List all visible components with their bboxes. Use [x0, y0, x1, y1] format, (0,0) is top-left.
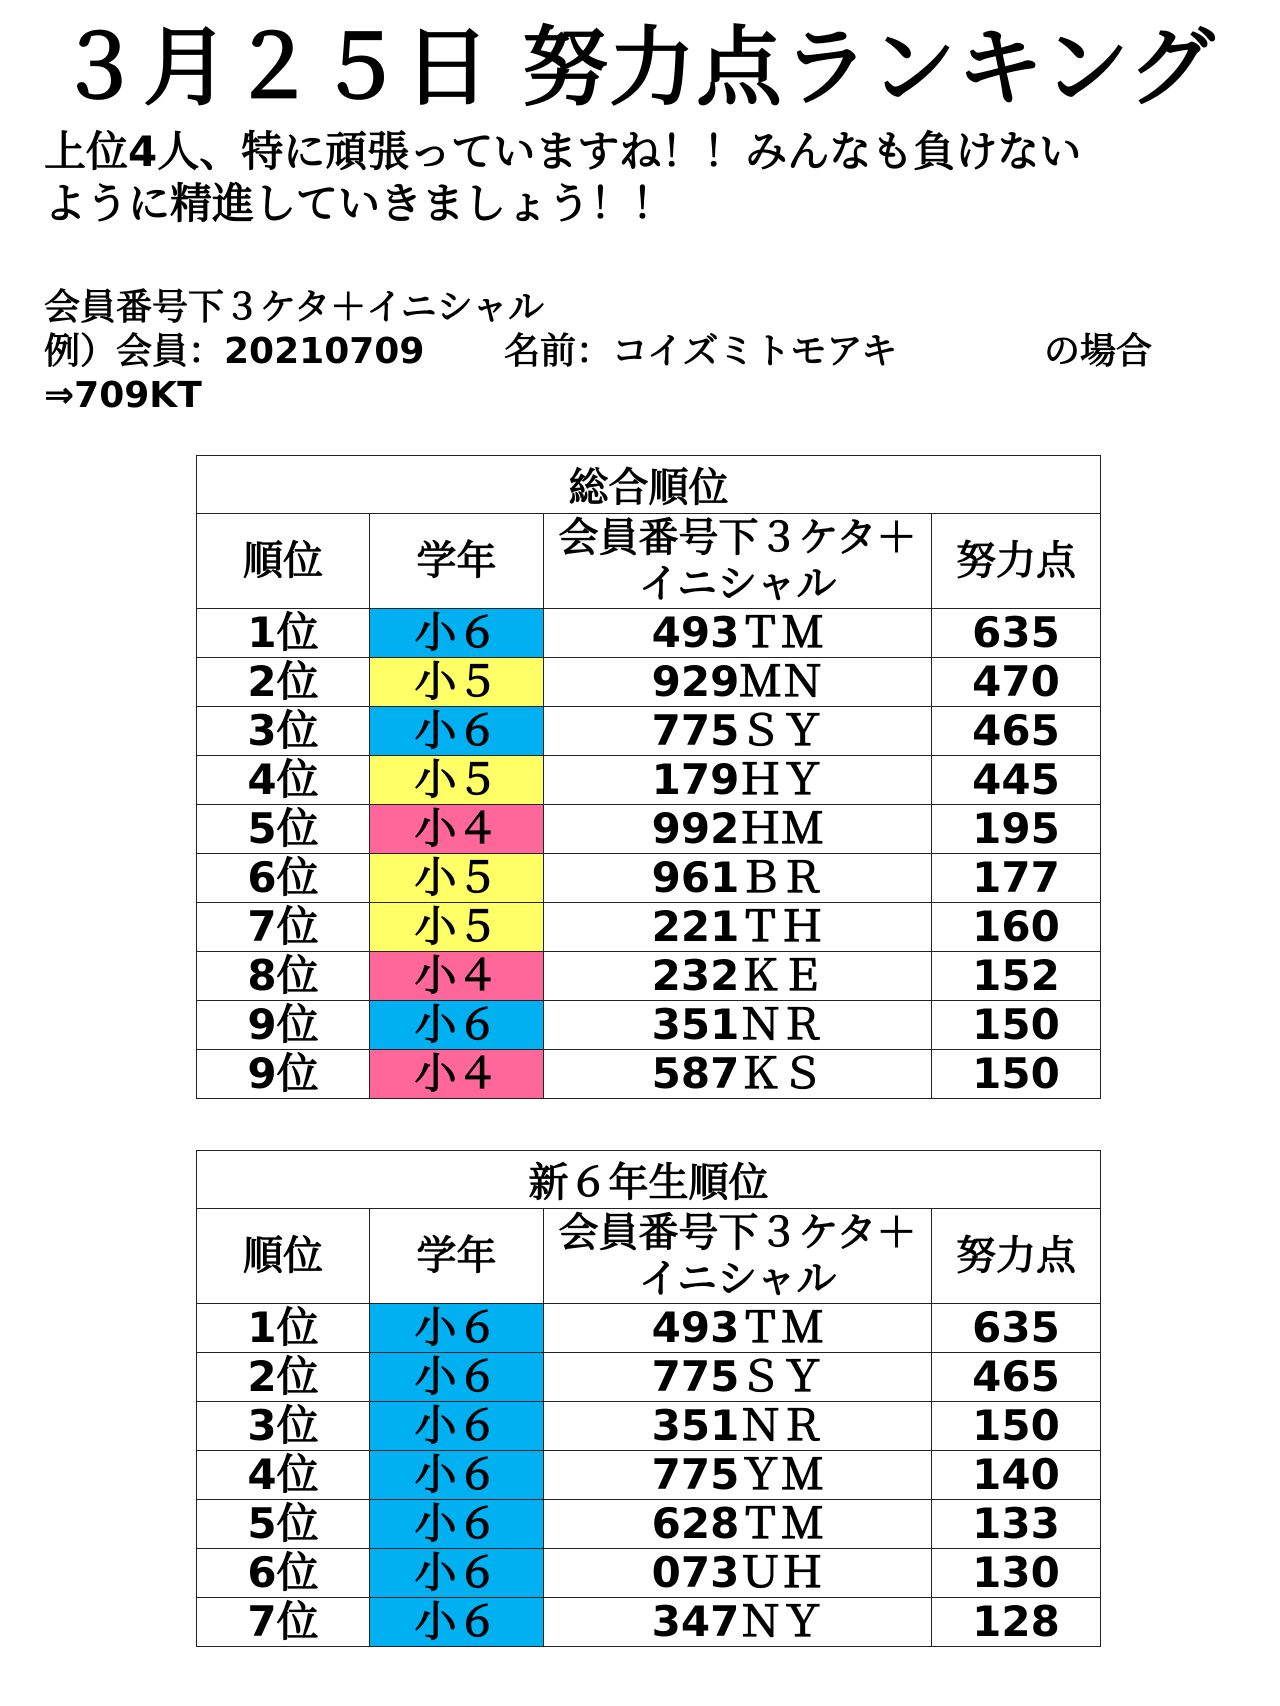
grade-cell: 小６ — [370, 1353, 544, 1402]
rank-cell: 1位 — [197, 1304, 370, 1353]
rank-cell: 5位 — [197, 805, 370, 854]
rank-cell: 3位 — [197, 1402, 370, 1451]
rank-cell: 7位 — [197, 903, 370, 952]
grade-cell: 小６ — [370, 1001, 544, 1050]
grade-cell: 小６ — [370, 1304, 544, 1353]
points-cell: 140 — [932, 1451, 1101, 1500]
page-title: ３月２５日 努力点ランキング — [56, 18, 1216, 118]
rank-cell: 4位 — [197, 1451, 370, 1500]
points-cell: 635 — [932, 1304, 1101, 1353]
table-row — [197, 1549, 1101, 1598]
member-id-cell: 587ＫＳ — [544, 1050, 932, 1099]
member-id-cell: 493ＴＭ — [544, 609, 932, 658]
points-cell: 150 — [932, 1050, 1101, 1099]
table-row — [197, 707, 1101, 756]
table-row — [197, 903, 1101, 952]
member-id-cell: 775ＳＹ — [544, 1353, 932, 1402]
example-member: 例）会員：20210709 — [44, 331, 425, 372]
message-line-2: ように精進していきましょう！！ — [44, 179, 675, 228]
points-cell: 160 — [932, 903, 1101, 952]
message-line-1: 上位4人、特に頑張っていますね！！みんなも負けない — [44, 127, 1082, 176]
table-row — [197, 1500, 1101, 1549]
member-id-cell: 351ＮＲ — [544, 1001, 932, 1050]
points-cell: 635 — [932, 609, 1101, 658]
column-header-points: 努力点 — [932, 514, 1101, 609]
grade-cell: 小５ — [370, 658, 544, 707]
note-example-line — [44, 330, 1244, 374]
table-row — [197, 1598, 1101, 1647]
table-caption: 総合順位 — [197, 456, 1101, 514]
column-header-grade: 学年 — [370, 514, 544, 609]
member-id-cell: 221ＴＨ — [544, 903, 932, 952]
points-cell: 152 — [932, 952, 1101, 1001]
overall-ranking-table — [196, 455, 1101, 1099]
grade-cell: 小６ — [370, 1500, 544, 1549]
points-cell: 128 — [932, 1598, 1101, 1647]
grade-cell: 小４ — [370, 805, 544, 854]
column-header-rank: 順位 — [197, 1209, 370, 1304]
rank-cell: 6位 — [197, 854, 370, 903]
rank-cell: 3位 — [197, 707, 370, 756]
points-cell: 195 — [932, 805, 1101, 854]
id-format-note — [44, 286, 1244, 418]
member-id-cell: 073ＵＨ — [544, 1549, 932, 1598]
note-example-result: ⇒709KT — [44, 375, 202, 416]
rank-cell: 6位 — [197, 1549, 370, 1598]
column-header-points: 努力点 — [932, 1209, 1101, 1304]
member-id-cell: 347ＮＹ — [544, 1598, 932, 1647]
member-id-cell: 775ＹＭ — [544, 1451, 932, 1500]
table-row — [197, 952, 1101, 1001]
member-id-cell: 179ＨＹ — [544, 756, 932, 805]
grade-cell: 小６ — [370, 1549, 544, 1598]
points-cell: 465 — [932, 707, 1101, 756]
points-cell: 133 — [932, 1500, 1101, 1549]
rank-cell: 7位 — [197, 1598, 370, 1647]
example-name: 名前：コイズミトモアキ — [504, 331, 898, 372]
table-row — [197, 1451, 1101, 1500]
grade-cell: 小５ — [370, 854, 544, 903]
member-id-cell: 961ＢＲ — [544, 854, 932, 903]
points-cell: 150 — [932, 1402, 1101, 1451]
table-row — [197, 658, 1101, 707]
points-cell: 177 — [932, 854, 1101, 903]
rank-cell: 2位 — [197, 1353, 370, 1402]
member-id-cell: 628ＴＭ — [544, 1500, 932, 1549]
encouragement-message — [44, 126, 1244, 230]
grade-cell: 小５ — [370, 756, 544, 805]
member-id-cell: 232ＫＥ — [544, 952, 932, 1001]
grade-cell: 小６ — [370, 1402, 544, 1451]
table-row — [197, 756, 1101, 805]
points-cell: 470 — [932, 658, 1101, 707]
grade-cell: 小５ — [370, 903, 544, 952]
points-cell: 130 — [932, 1549, 1101, 1598]
table-row — [197, 854, 1101, 903]
column-header-member-id: 会員番号下３ケタ＋イニシャル — [544, 1209, 932, 1304]
example-case: の場合 — [1044, 331, 1153, 372]
grade-cell: 小６ — [370, 707, 544, 756]
rank-cell: 9位 — [197, 1001, 370, 1050]
grade-cell: 小６ — [370, 609, 544, 658]
grade-cell: 小４ — [370, 1050, 544, 1099]
table-caption: 新６年生順位 — [197, 1151, 1101, 1209]
member-id-cell: 493ＴＭ — [544, 1304, 932, 1353]
note-format-line: 会員番号下３ケタ＋イニシャル — [44, 287, 545, 328]
member-id-cell: 929ＭＮ — [544, 658, 932, 707]
points-cell: 465 — [932, 1353, 1101, 1402]
table-row — [197, 609, 1101, 658]
rank-cell: 9位 — [197, 1050, 370, 1099]
points-cell: 445 — [932, 756, 1101, 805]
column-header-grade: 学年 — [370, 1209, 544, 1304]
rank-cell: 8位 — [197, 952, 370, 1001]
member-id-cell: 992ＨＭ — [544, 805, 932, 854]
table-row — [197, 1304, 1101, 1353]
table-row — [197, 805, 1101, 854]
table-row — [197, 1050, 1101, 1099]
column-header-rank: 順位 — [197, 514, 370, 609]
grade-cell: 小６ — [370, 1598, 544, 1647]
points-cell: 150 — [932, 1001, 1101, 1050]
grade-cell: 小４ — [370, 952, 544, 1001]
member-id-cell: 775ＳＹ — [544, 707, 932, 756]
rank-cell: 1位 — [197, 609, 370, 658]
table-row — [197, 1402, 1101, 1451]
grade-cell: 小６ — [370, 1451, 544, 1500]
column-header-member-id: 会員番号下３ケタ＋イニシャル — [544, 514, 932, 609]
rank-cell: 2位 — [197, 658, 370, 707]
table-row — [197, 1353, 1101, 1402]
table-row — [197, 1001, 1101, 1050]
rank-cell: 5位 — [197, 1500, 370, 1549]
grade6-ranking-table — [196, 1150, 1101, 1647]
rank-cell: 4位 — [197, 756, 370, 805]
member-id-cell: 351ＮＲ — [544, 1402, 932, 1451]
